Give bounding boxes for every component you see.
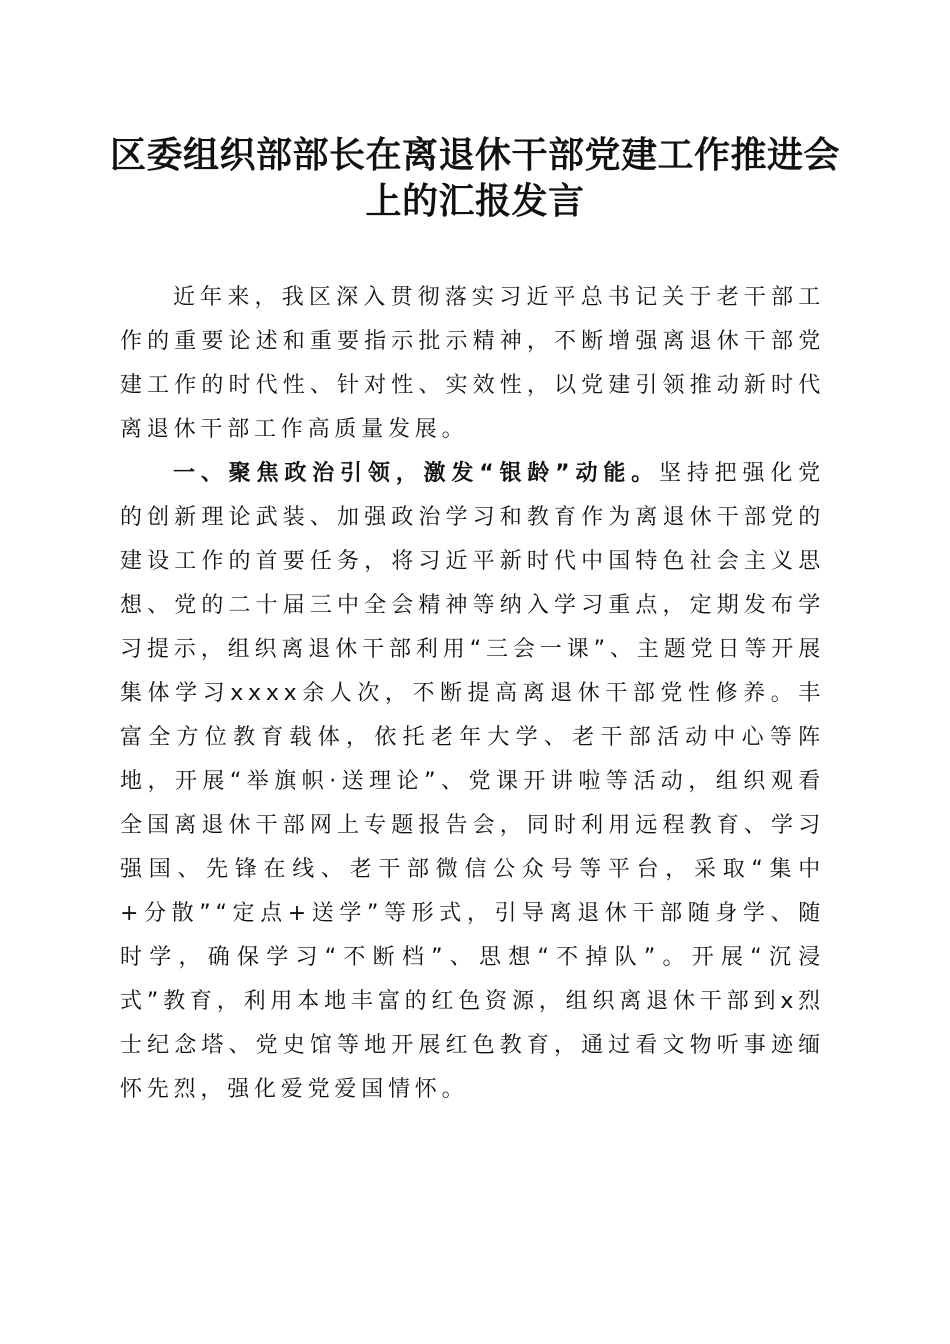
section-1-paragraph	[120, 452, 825, 1112]
document-body	[120, 276, 825, 1112]
title-line-2: 上的汇报发言	[365, 180, 585, 222]
intro-paragraph: 近年来，我区深入贯彻落实习近平总书记关于老干部工作的重要论述和重要指示批示精神，不断增强离退休干部党建工作的时代性、针对性、实效性，以党建引领推动新时代离退休干部工作高质量发展。	[120, 285, 825, 442]
document-title	[100, 132, 850, 224]
title-line-1: 区委组织部部长在离退休干部党建工作推进会	[109, 134, 840, 176]
section-1-heading: 一、聚焦政治引领，激发“银龄”动能。	[173, 461, 659, 486]
section-1-body: 坚持把强化党的创新理论武装、加强政治学习和教育作为离退休干部党的建设工作的首要任务，将习近平新时代中国特色社会主义思想、党的二十届三中全会精神等纳入学习重点，定期发布学习提示，组织离退休干部利用“三会一课”、主题党日等开展集体学习xxxx余人次，不断提高离退休干部党性修养。丰富全方位教育载体，依托老年大学、老干部活动中心等阵地，开展“举旗帜·送理论”、党课开讲啦等活动，组织观看全国离退休干部网上专题报告会，同时利用远程教育、学习强国、先锋在线、老干部微信公众号等平台，采取“集中+分散”“定点+送学”等形式，引导离退休干部随身学、随时学，确保学习“不断档”、思想“不掉队”。开展“沉浸式”教育，利用本地丰富的红色资源，组织离退休干部到x烈士纪念塔、党史馆等地开展红色教育，通过看文物听事迹缅怀先烈，强化爱党爱国情怀。	[120, 461, 825, 1102]
